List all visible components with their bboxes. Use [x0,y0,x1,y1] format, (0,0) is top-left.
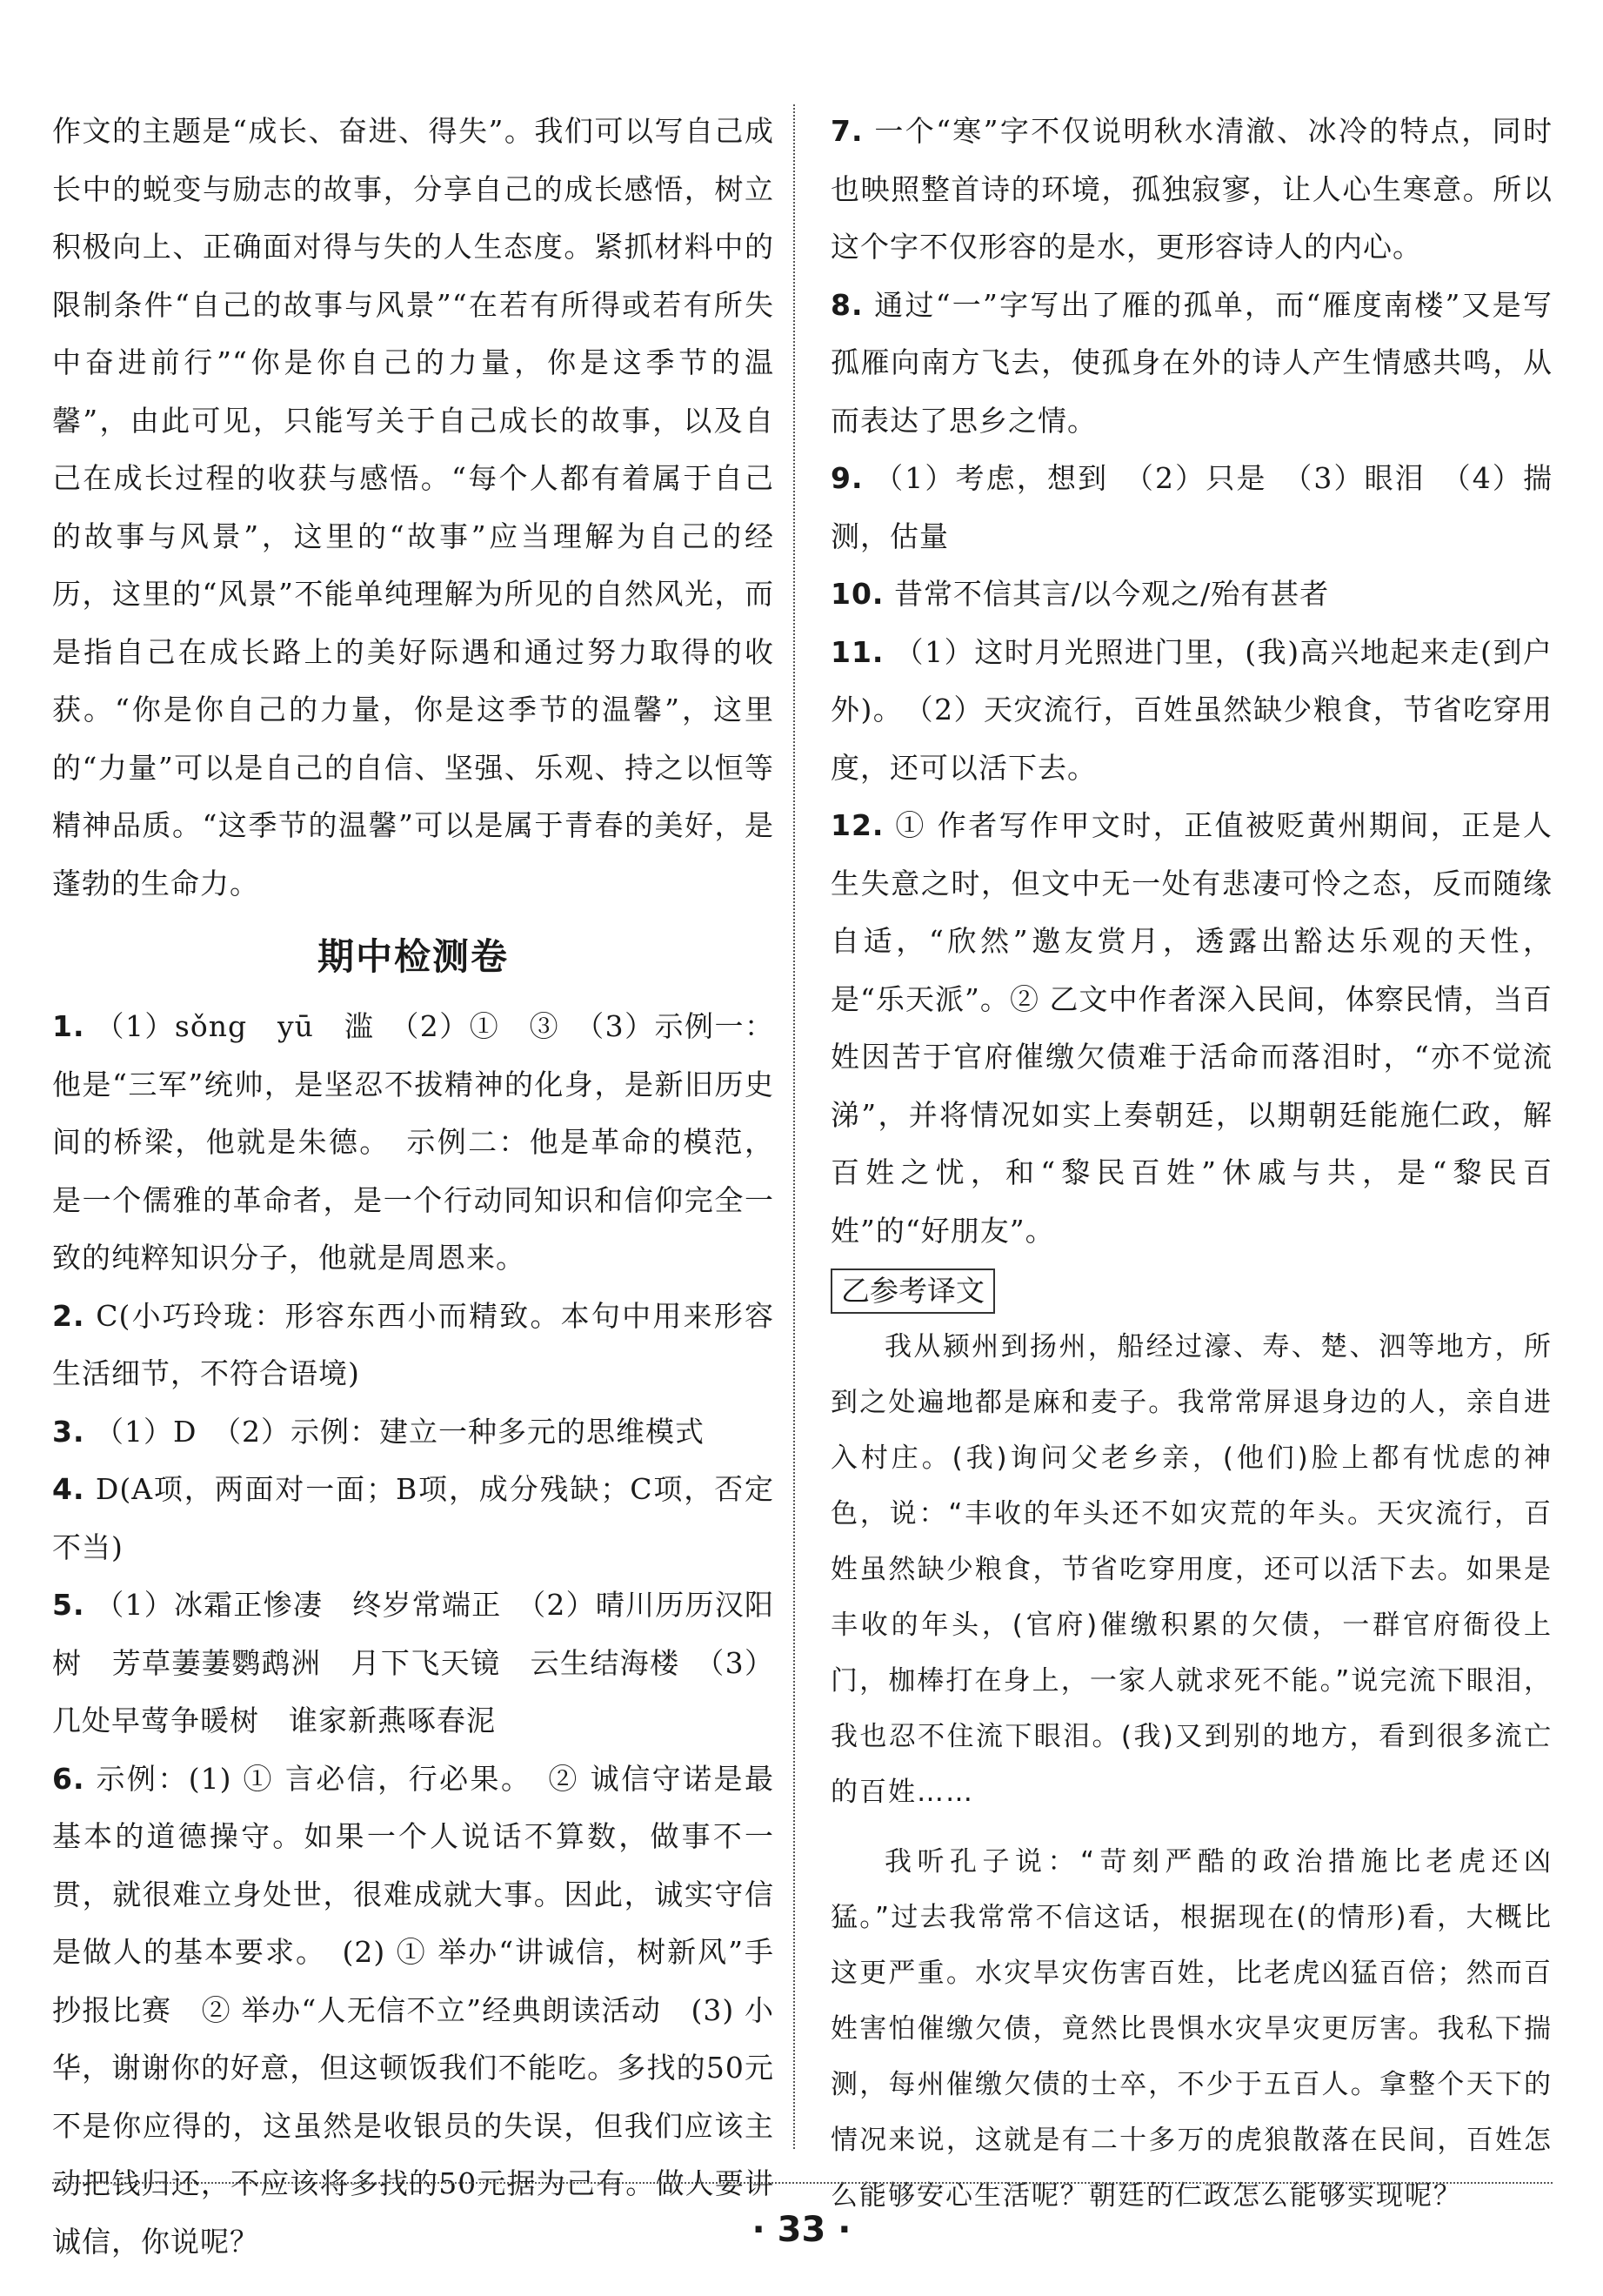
answer-number: 5. [52,1588,85,1622]
answer-text: ① 作者写作甲文时，正值被贬黄州期间，正是人生失意之时，但文中无一处有悲凄可怜之态，反而随缘自适，“欣然”邀友赏月，透露出豁达乐观的天性，是“乐天派”。② 乙文中作者深入民间，体察民情，当百姓因苦于官府催缴欠债难于活命而落泪时，“亦不觉流涕”，并将情况如实上奏朝廷，以期朝廷能施仁政，解百姓之忧，和“黎民百姓”休戚与共，是“黎民百姓”的“好朋友”。 [831,808,1553,1248]
answer-3 [52,1403,774,1462]
answer-11 [831,624,1553,798]
left-column [52,103,774,2271]
answer-number: 10. [831,577,885,611]
answer-number: 12. [831,808,885,842]
answer-text: D(A项，两面对一面；B项，成分残缺；C项，否定不当) [52,1472,774,1564]
answer-number: 11. [831,634,885,669]
footer-rule [52,2182,1553,2184]
answer-text: 通过“一”字写出了雁的孤单，而“雁度南楼”又是写孤雁向南方飞去，使孤身在外的诗人产生情感共鸣，从而表达了思乡之情。 [831,287,1553,438]
page-number: · 33 · [751,2210,852,2250]
answer-text: 昔常不信其言/以今观之/殆有甚者 [893,577,1330,611]
answer-text: （1）D （2）示例：建立一种多元的思维模式 [95,1414,705,1449]
answer-8 [831,277,1553,451]
answer-text: （1）考虑，想到 （2）只是 （3）眼泪 （4）揣测，估量 [831,461,1553,553]
answer-text: （1）这时月光照进门里，(我)高兴地起来走(到户外)。 （2）天灾流行，百姓虽然缺少粮食，节省吃穿用度，还可以活下去。 [831,634,1553,785]
right-column [831,103,1553,2224]
column-divider [793,104,795,2149]
essay-guidance: 作文的主题是“成长、奋进、得失”。我们可以写自己成长中的蜕变与励志的故事，分享自己的成长感悟，树立积极向上、正确面对得与失的人生态度。紧抓材料中的限制条件“自己的故事与风景”“在若有所得或若有所失中奋进前行”“你是你自己的力量，你是这季节的温馨”，由此可见，只能写关于自己成长的故事，以及自己在成长过程的收获与感悟。“每个人都有着属于自己的故事与风景”，这里的“故事”应当理解为自己的经历，这里的“风景”不能单纯理解为所见的自然风光，而是指自己在成长路上的美好际遇和通过努力取得的收获。“你是你自己的力量，你是这季节的温馨”，这里的“力量”可以是自己的自信、坚强、乐观、持之以恒等精神品质。“这季节的温馨”可以是属于青春的美好，是蓬勃的生命力。 [52,114,774,900]
answer-number: 6. [52,1761,85,1796]
answer-number: 4. [52,1472,85,1506]
answer-text: C(小巧玲珑：形容东西小而精致。本句中用来形容生活细节，不符合语境) [52,1298,774,1390]
answer-2 [52,1288,774,1403]
answer-6 [52,1750,774,2272]
answer-text: （1）冰霜正惨凄 终岁常端正 （2）晴川历历汉阳树 芳草萋萋鹦鹉洲 月下飞天镜 云生结海楼 （3）几处早莺争暖树 谁家新燕啄春泥 [52,1588,774,1737]
translation-title: 乙参考译文 [831,1268,995,1314]
answer-number: 7. [831,114,864,148]
answer-number: 8. [831,287,864,322]
section-title: 期中检测卷 [317,935,509,978]
answer-text: 一个“寒”字不仅说明秋水清澈、冰冷的特点，同时也映照整首诗的环境，孤独寂寥，让人心生寒意。所以这个字不仅形容的是水，更形容诗人的内心。 [831,114,1553,264]
translation-paragraph-1: 我从颍州到扬州，船经过濠、寿、楚、泗等地方，所到之处遍地都是麻和麦子。我常常屏退身边的人，亲自进入村庄。(我)询问父老乡亲，(他们)脸上都有忧虑的神色，说：“丰收的年头还不如灾荒的年头。天灾流行，百姓虽然缺少粮食，节省吃穿用度，还可以活下去。如果是丰收的年头，(官府)催缴积累的欠债，一群官府衙役上门，枷棒打在身上，一家人就求死不能。”说完流下眼泪，我也忍不住流下眼泪。(我)又到别的地方，看到很多流亡的百姓…… [831,1331,1553,1808]
answer-9 [831,450,1553,566]
answer-text: 示例：(1) ① 言必信，行必果。 ② 诚信守诺是最基本的道德操守。如果一个人说话不算数，做事不一贯，就很难立身处世，很难成就大事。因此，诚实守信是做人的基本要求。 (2) ① 举办“讲诚信，树新风”手抄报比赛 ② 举办“人无信不立”经典朗读活动 (3) 小华，谢谢你的好意，但这顿饭我们不能吃。多找的50元不是你应得的，这虽然是收银员的失误，但我们应该主动把钱归还，不应该将多找的50元据为己有。做人要讲诚信，你说呢？ [52,1761,774,2259]
answer-5 [52,1576,774,1750]
answer-7 [831,103,1553,277]
answer-number: 3. [52,1414,85,1449]
answer-12 [831,797,1553,1260]
answer-number: 2. [52,1298,85,1333]
answer-4 [52,1461,774,1576]
translation-paragraph-2: 我听孔子说：“苛刻严酷的政治措施比老虎还凶猛。”过去我常常不信这话，根据现在(的情形)看，大概比这更严重。水灾旱灾伤害百姓，比老虎凶猛百倍；然而百姓害怕催缴欠债，竟然比畏惧水灾旱灾更厉害。我私下揣测，每州催缴欠债的士卒，不少于五百人。拿整个天下的情况来说，这就是有二十多万的虎狼散落在民间，百姓怎么能够安心生活呢？朝廷的仁政怎么能够实现呢？ [831,1846,1553,2212]
answer-10 [831,566,1553,624]
answer-number: 9. [831,461,864,495]
answer-text: （1）sǒng yū 滥 （2）① ③ （3）示例一：他是“三军”统帅，是坚忍不拔精神的化身，是新旧历史间的桥梁，他就是朱德。 示例二：他是革命的模范，是一个儒雅的革命者，是一个行动同知识和信仰完全一致的纯粹知识分子，他就是周恩来。 [52,1009,774,1275]
answer-1 [52,998,774,1288]
answer-number: 1. [52,1009,85,1043]
